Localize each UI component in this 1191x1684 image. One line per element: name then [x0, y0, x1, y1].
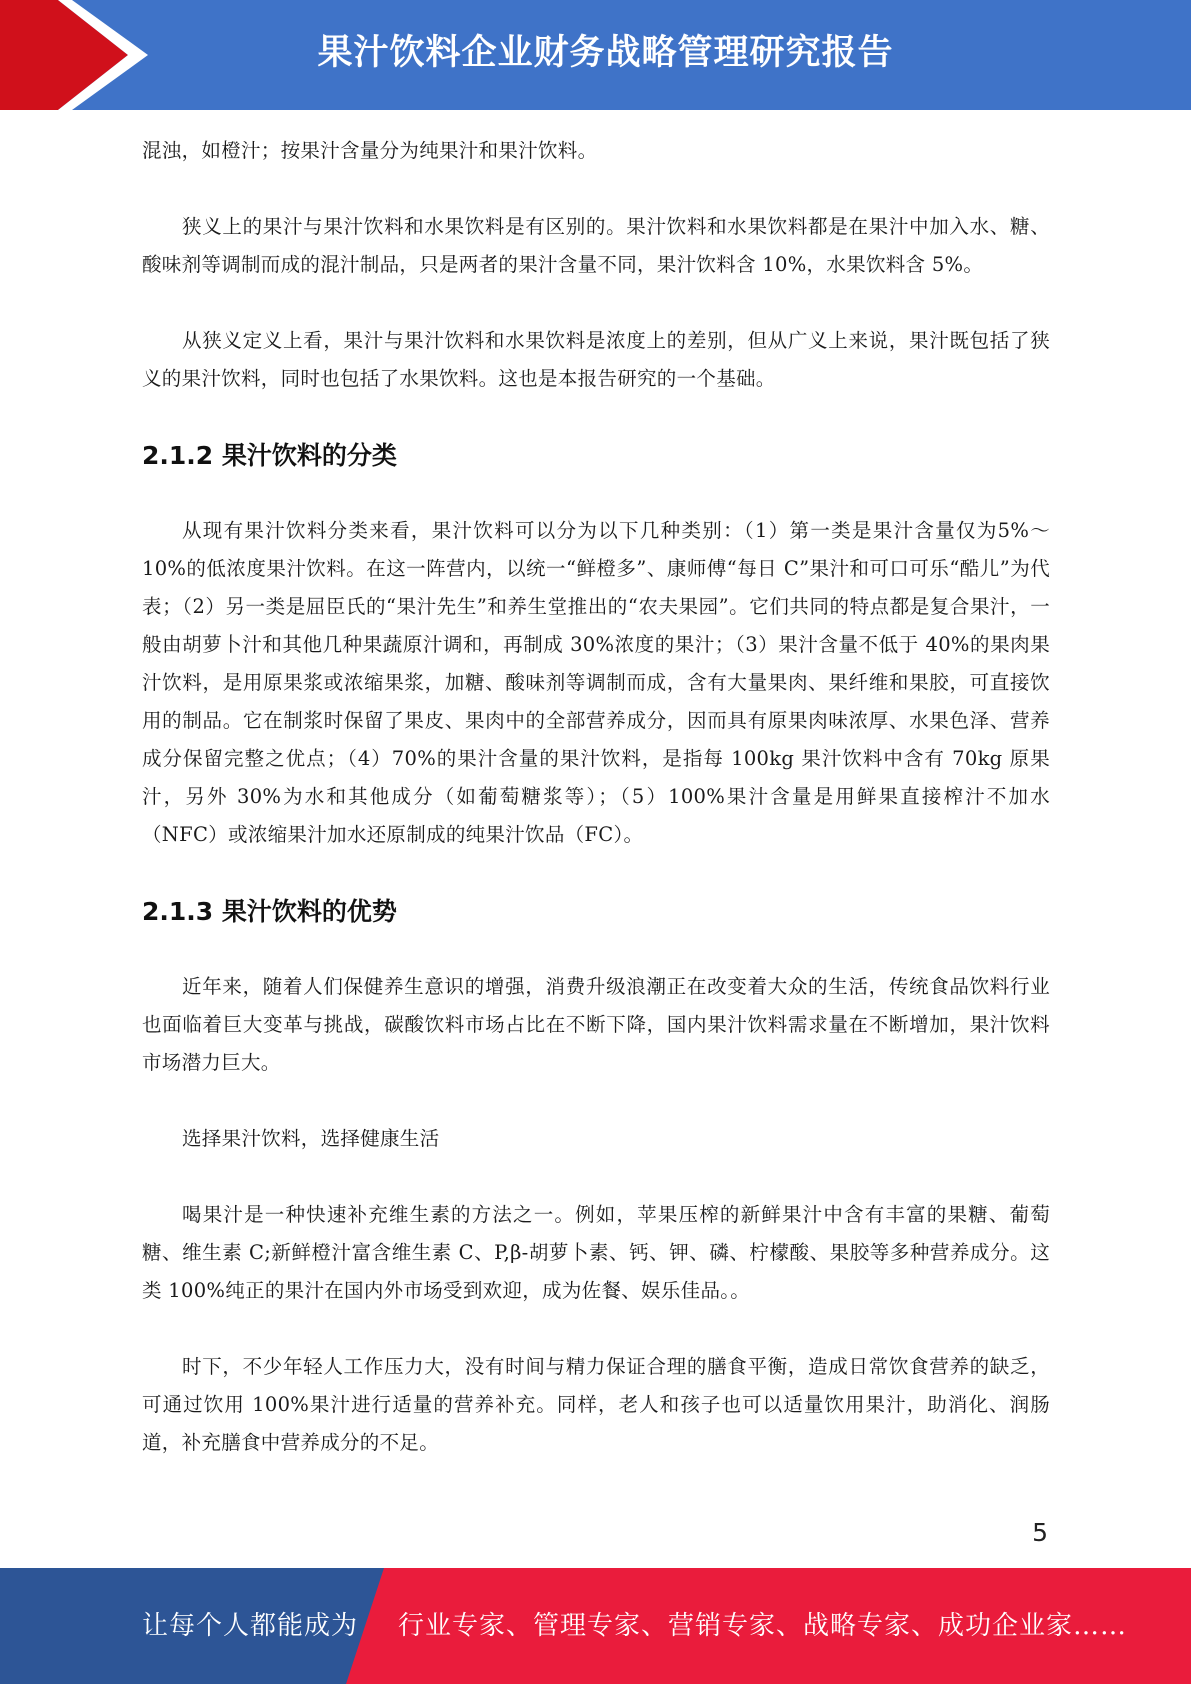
body-paragraph: 狭义上的果汁与果汁饮料和水果饮料是有区别的。果汁饮料和水果饮料都是在果汁中加入水、糖、酸味剂等调制而成的混汁制品，只是两者的果汁含量不同，果汁饮料含 10%，水果饮料含 5%。 [142, 215, 1050, 276]
body-paragraph: 混浊，如橙汁；按果汁含量分为纯果汁和果汁饮料。 [142, 139, 598, 162]
body-paragraph: 从现有果汁饮料分类来看，果汁饮料可以分为以下几种类别：（1）第一类是果汁含量仅为5%～10%的低浓度果汁饮料。在这一阵营内，以统一“鲜橙多”、康师傅“每日 C”果汁和可口可乐“酷儿”为代表；（2）另一类是屈臣氏的“果汁先生”和养生堂推出的“农夫果园”。它们共同的特点都是复合果汁，一般由胡萝卜汁和其他几种果蔬原汁调和，再制成 30%浓度的果汁；（3）果汁含量不低于 40%的果肉果汁饮料，是用原果浆或浓缩果浆，加糖、酸味剂等调制而成，含有大量果肉、果纤维和果胶，可直接饮用的制品。它在制浆时保留了果皮、果肉中的全部营养成分，因而具有原果肉味浓厚、水果色泽、营养成分保留完整之优点；（4）70%的果汁含量的果汁饮料，是指每 100kg 果汁饮料中含有 70kg 原果汁，另外 30%为水和其他成分（如葡萄糖浆等）；（5）100%果汁含量是用鲜果直接榨汁不加水（NFC）或浓缩果汁加水还原制成的纯果汁饮品（FC）。 [142, 519, 1050, 846]
report-title: 果汁饮料企业财务战略管理研究报告 [317, 33, 894, 73]
page-footer [0, 1568, 1191, 1684]
main-content [142, 132, 1050, 1500]
footer-slogan-left: 让每个人都能成为 [142, 1611, 359, 1641]
body-paragraph: 近年来，随着人们保健养生意识的增强，消费升级浪潮正在改变着大众的生活，传统食品饮料行业也面临着巨大变革与挑战，碳酸饮料市场占比在不断下降，国内果汁饮料需求量在不断增加，果汁饮料市场潜力巨大。 [142, 975, 1050, 1074]
section-heading: 2.1.2 果汁饮料的分类 [142, 441, 397, 470]
body-paragraph: 选择果汁饮料，选择健康生活 [182, 1127, 440, 1150]
page-number: 5 [1032, 1518, 1048, 1547]
footer-slogan-right: 行业专家、管理专家、营销专家、战略专家、成功企业家…… [398, 1611, 1128, 1641]
body-paragraph: 从狭义定义上看，果汁与果汁饮料和水果饮料是浓度上的差别，但从广义上来说，果汁既包括了狭义的果汁饮料，同时也包括了水果饮料。这也是本报告研究的一个基础。 [142, 329, 1050, 390]
body-paragraph: 时下，不少年轻人工作压力大，没有时间与精力保证合理的膳食平衡，造成日常饮食营养的缺乏，可通过饮用 100%果汁进行适量的营养补充。同样，老人和孩子也可以适量饮用果汁，助消化、润肠道，补充膳食中营养成分的不足。 [142, 1355, 1050, 1454]
section-heading: 2.1.3 果汁饮料的优势 [142, 897, 397, 926]
page-header [0, 0, 1191, 110]
body-paragraph: 喝果汁是一种快速补充维生素的方法之一。例如，苹果压榨的新鲜果汁中含有丰富的果糖、葡萄糖、维生素 C;新鲜橙汁富含维生素 C、P,β-胡萝卜素、钙、钾、磷、柠檬酸、果胶等多种营养成分。这类 100%纯正的果汁在国内外市场受到欢迎，成为佐餐、娱乐佳品。。 [142, 1203, 1050, 1302]
